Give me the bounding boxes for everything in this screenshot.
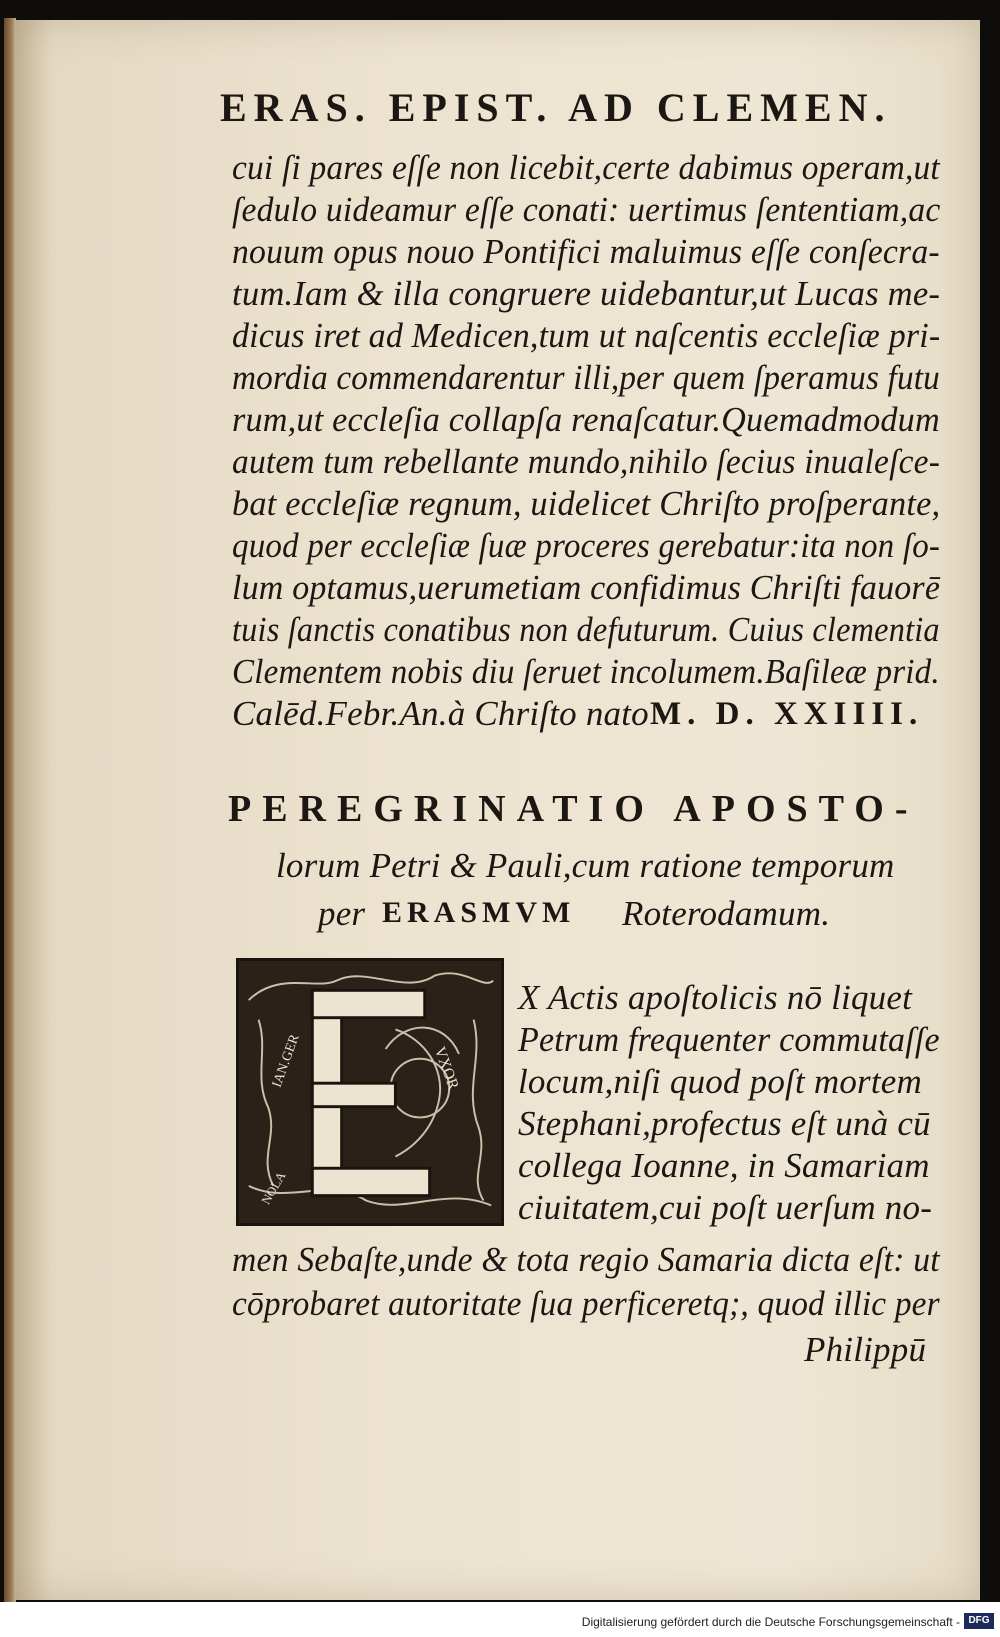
- body-line-2: ſedulo uideamur eſſe conati: uertimus ſententiam,ac: [232, 190, 941, 229]
- initial-text-line-3: locum,niſi quod poſt mortem: [518, 1062, 922, 1101]
- body-line-10: quod per eccleſiæ ſuæ proceres gerebatur:ita non ſo-: [232, 526, 941, 565]
- decorated-initial: [236, 958, 504, 1226]
- section-title: PEREGRINATIO APOSTO-: [228, 788, 919, 830]
- running-header: ERAS. EPIST. AD CLEMEN.: [220, 85, 892, 130]
- initial-text-line-1: X Actis apoſtolicis nō liquet: [518, 978, 913, 1017]
- catchword: Philippū: [804, 1330, 927, 1369]
- body-line-6: mordia commendarentur illi,per quem ſperamus futu: [232, 358, 940, 397]
- body-line-14: Calēd.Febr.An.à Chriſto nato: [232, 694, 649, 733]
- footer-bar: [0, 1602, 1000, 1637]
- body-line-13: Clementem nobis diu ſeruet incolumem.Baſileæ prid.: [232, 652, 940, 691]
- dfg-logo-icon: DFG: [964, 1613, 994, 1629]
- body-line-1: cui ſi pares eſſe non licebit,certe dabimus operam,ut: [232, 148, 940, 187]
- body-line-9: bat eccleſiæ regnum, uidelicet Chriſto proſperante,: [232, 484, 941, 523]
- body-line-continuation-1: men Sebaſte,unde & tota regio Samaria dicta eſt: ut: [232, 1240, 940, 1279]
- body-line-7: rum,ut eccleſia collapſa renaſcatur.Quemadmodum: [232, 400, 940, 439]
- footer-credit-text: Digitalisierung gefördert durch die Deutsche Forschungsgemeinschaft -: [581, 1615, 960, 1629]
- initial-banner-text-1: IAN.GER: [268, 1032, 302, 1090]
- section-subtitle-author: ERASMVM: [382, 896, 576, 929]
- body-line-4: tum.Iam & illa congruere uidebantur,ut Lucas me-: [232, 274, 941, 313]
- section-subtitle-line-2-pre: per: [318, 894, 366, 933]
- initial-woodcut-image: [239, 961, 501, 1223]
- section-subtitle-line-2-post: Roterodamum.: [622, 894, 831, 933]
- initial-text-line-2: Petrum frequenter commutaſſe: [518, 1020, 940, 1059]
- body-line-3: nouum opus nouo Pontifici maluimus eſſe conſecra-: [232, 232, 940, 271]
- section-subtitle-line-1: lorum Petri & Pauli,cum ratione temporum: [276, 846, 895, 885]
- body-line-continuation-2: cōprobaret autoritate ſua perficeretq;, quod illic per: [232, 1284, 940, 1323]
- initial-text-line-5: collega Ioanne, in Samariam: [518, 1146, 930, 1185]
- initial-banner-text-2: VXOR: [430, 1044, 462, 1092]
- body-line-5: dicus iret ad Medicen,tum ut naſcentis eccleſiæ pri-: [232, 316, 941, 355]
- initial-text-line-6: ciuitatem,cui poſt uerſum no-: [518, 1188, 933, 1227]
- date-numeral: M. D. XXIIII.: [650, 696, 924, 732]
- body-line-12: tuis ſanctis conatibus non defuturum. Cuius clementia: [232, 610, 940, 649]
- body-line-8: autem tum rebellante mundo,nihilo ſecius inualeſce-: [232, 442, 941, 481]
- initial-banner-text-3: NOLA: [258, 1169, 289, 1207]
- initial-text-line-4: Stephani,profectus eſt unà cū: [518, 1104, 931, 1143]
- body-line-11: lum optamus,uerumetiam confidimus Chriſti fauorē: [232, 568, 941, 607]
